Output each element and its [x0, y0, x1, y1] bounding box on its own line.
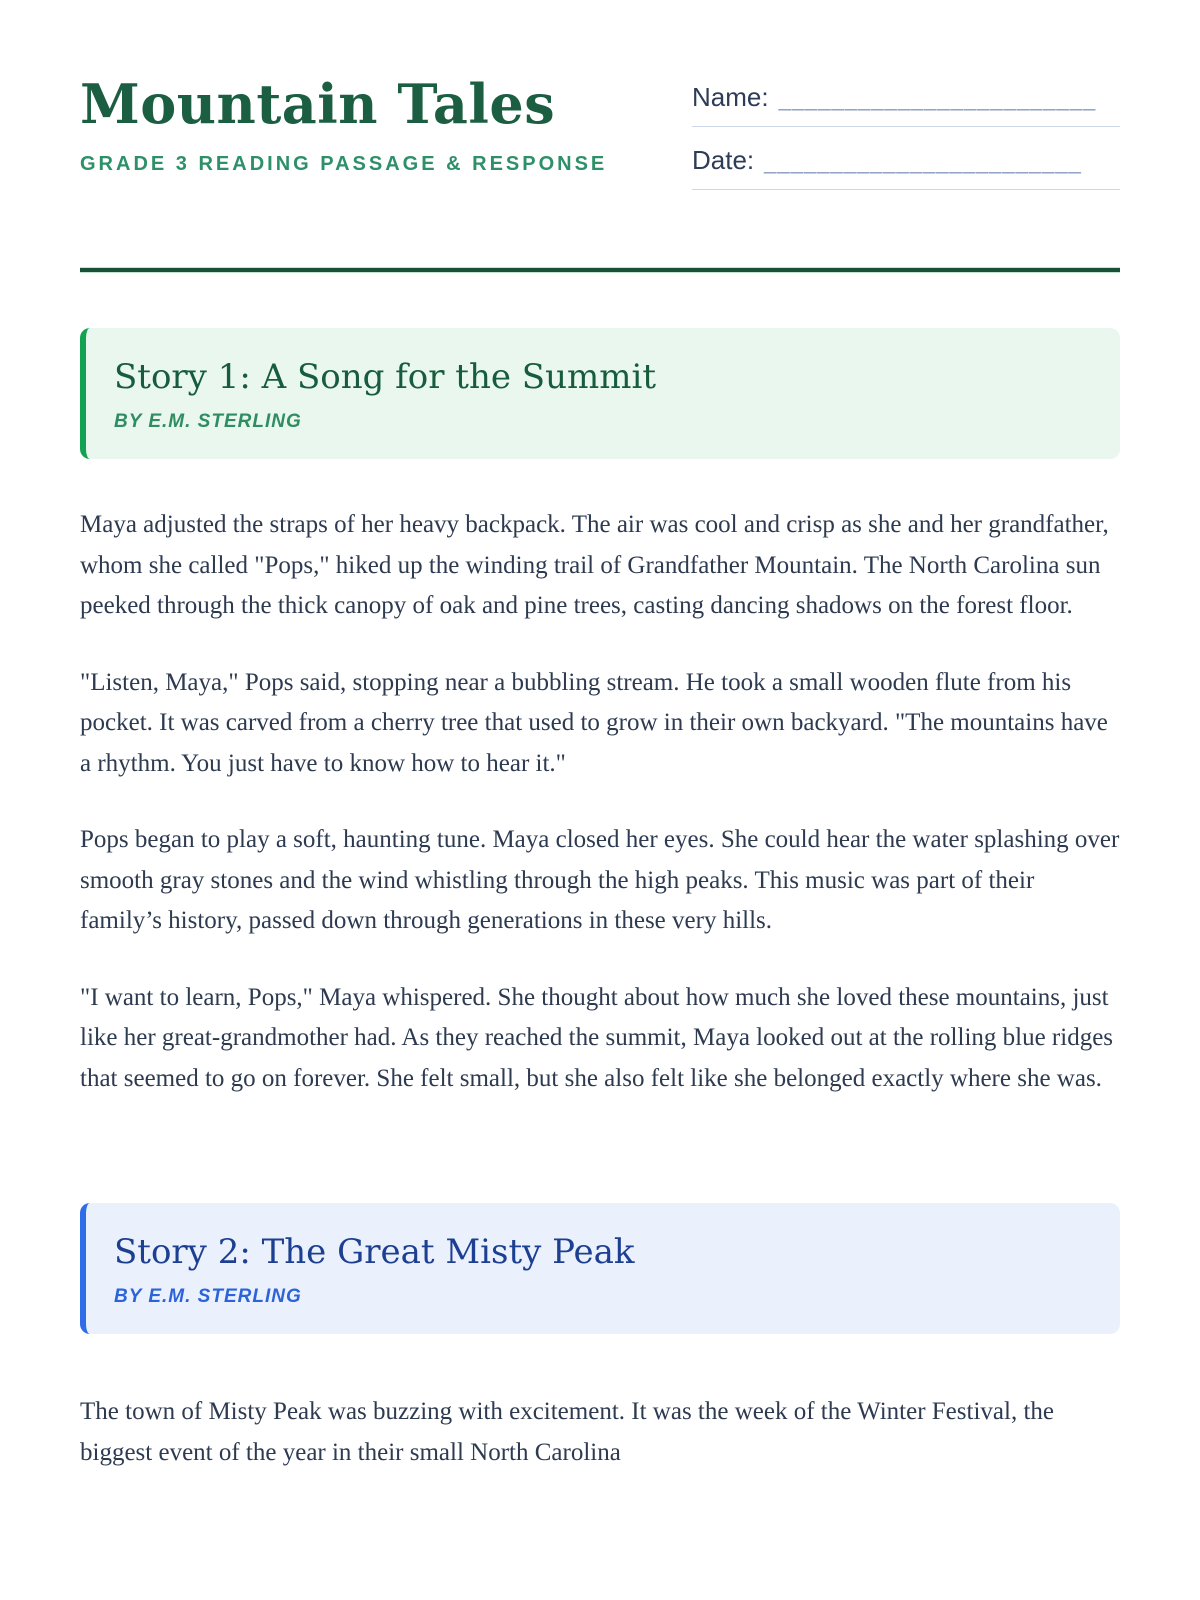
- page-subtitle: GRADE 3 READING PASSAGE & RESPONSE: [80, 152, 608, 175]
- story-2-title: Story 2: The Great Misty Peak: [114, 1232, 635, 1273]
- story-1-section: [80, 328, 1120, 1099]
- story-1-header: [80, 328, 1120, 459]
- name-date-fields: [692, 82, 1120, 208]
- name-label: Name:: [692, 82, 769, 112]
- header: [80, 72, 1120, 208]
- story-1-title: Story 1: A Song for the Summit: [114, 357, 656, 397]
- story-2-header: [80, 1203, 1120, 1334]
- story-1-paragraph-1: Maya adjusted the straps of her heavy backpack. The air was cool and crisp as she and her grandfather, whom she called "Pops," hiked up the winding trail of Grandfather Mountain. The North Carolina sun peeked through the thick canopy of oak and pine trees, casting dancing shadows on the forest floor.: [80, 511, 1109, 620]
- date-blank-line: ________________________: [764, 149, 1082, 174]
- name-blank-line: ________________________: [778, 86, 1097, 111]
- story-2-section: [80, 1203, 1120, 1473]
- header-title-block: [80, 72, 692, 176]
- story-2-paragraph-1: The town of Misty Peak was buzzing with excitement. It was the week of the Winter Festival, the biggest event of the year in their small North Carolina: [80, 1398, 1054, 1466]
- page-title: Mountain Tales: [80, 72, 556, 136]
- date-field[interactable]: [692, 145, 1120, 190]
- story-1-byline: BY E.M. STERLING: [114, 411, 302, 433]
- story-2-byline: BY E.M. STERLING: [114, 1286, 302, 1308]
- story-1-paragraph-2: "Listen, Maya," Pops said, stopping near a bubbling stream. He took a small wooden flute from his pocket. It was carved from a cherry tree that used to grow in their own backyard. "The mountains have a rhythm. You just have to know how to hear it.": [80, 668, 1108, 777]
- date-label: Date:: [692, 145, 755, 175]
- header-divider: [80, 268, 1120, 272]
- story-1-paragraph-4: "I want to learn, Pops," Maya whispered. She thought about how much she loved these mountains, just like her great-grandmother had. As they reached the summit, Maya looked out at the rolling blue ridges that seemed to go on forever. She felt small, but she also felt like she belonged exactly where she was.: [80, 983, 1114, 1092]
- story-1-paragraph-3: Pops began to play a soft, haunting tune. Maya closed her eyes. She could hear the water splashing over smooth gray stones and the wind whistling through the high peaks. This music was part of their family’s history, passed down through generations in these very hills.: [80, 826, 1120, 935]
- name-field[interactable]: [692, 82, 1120, 127]
